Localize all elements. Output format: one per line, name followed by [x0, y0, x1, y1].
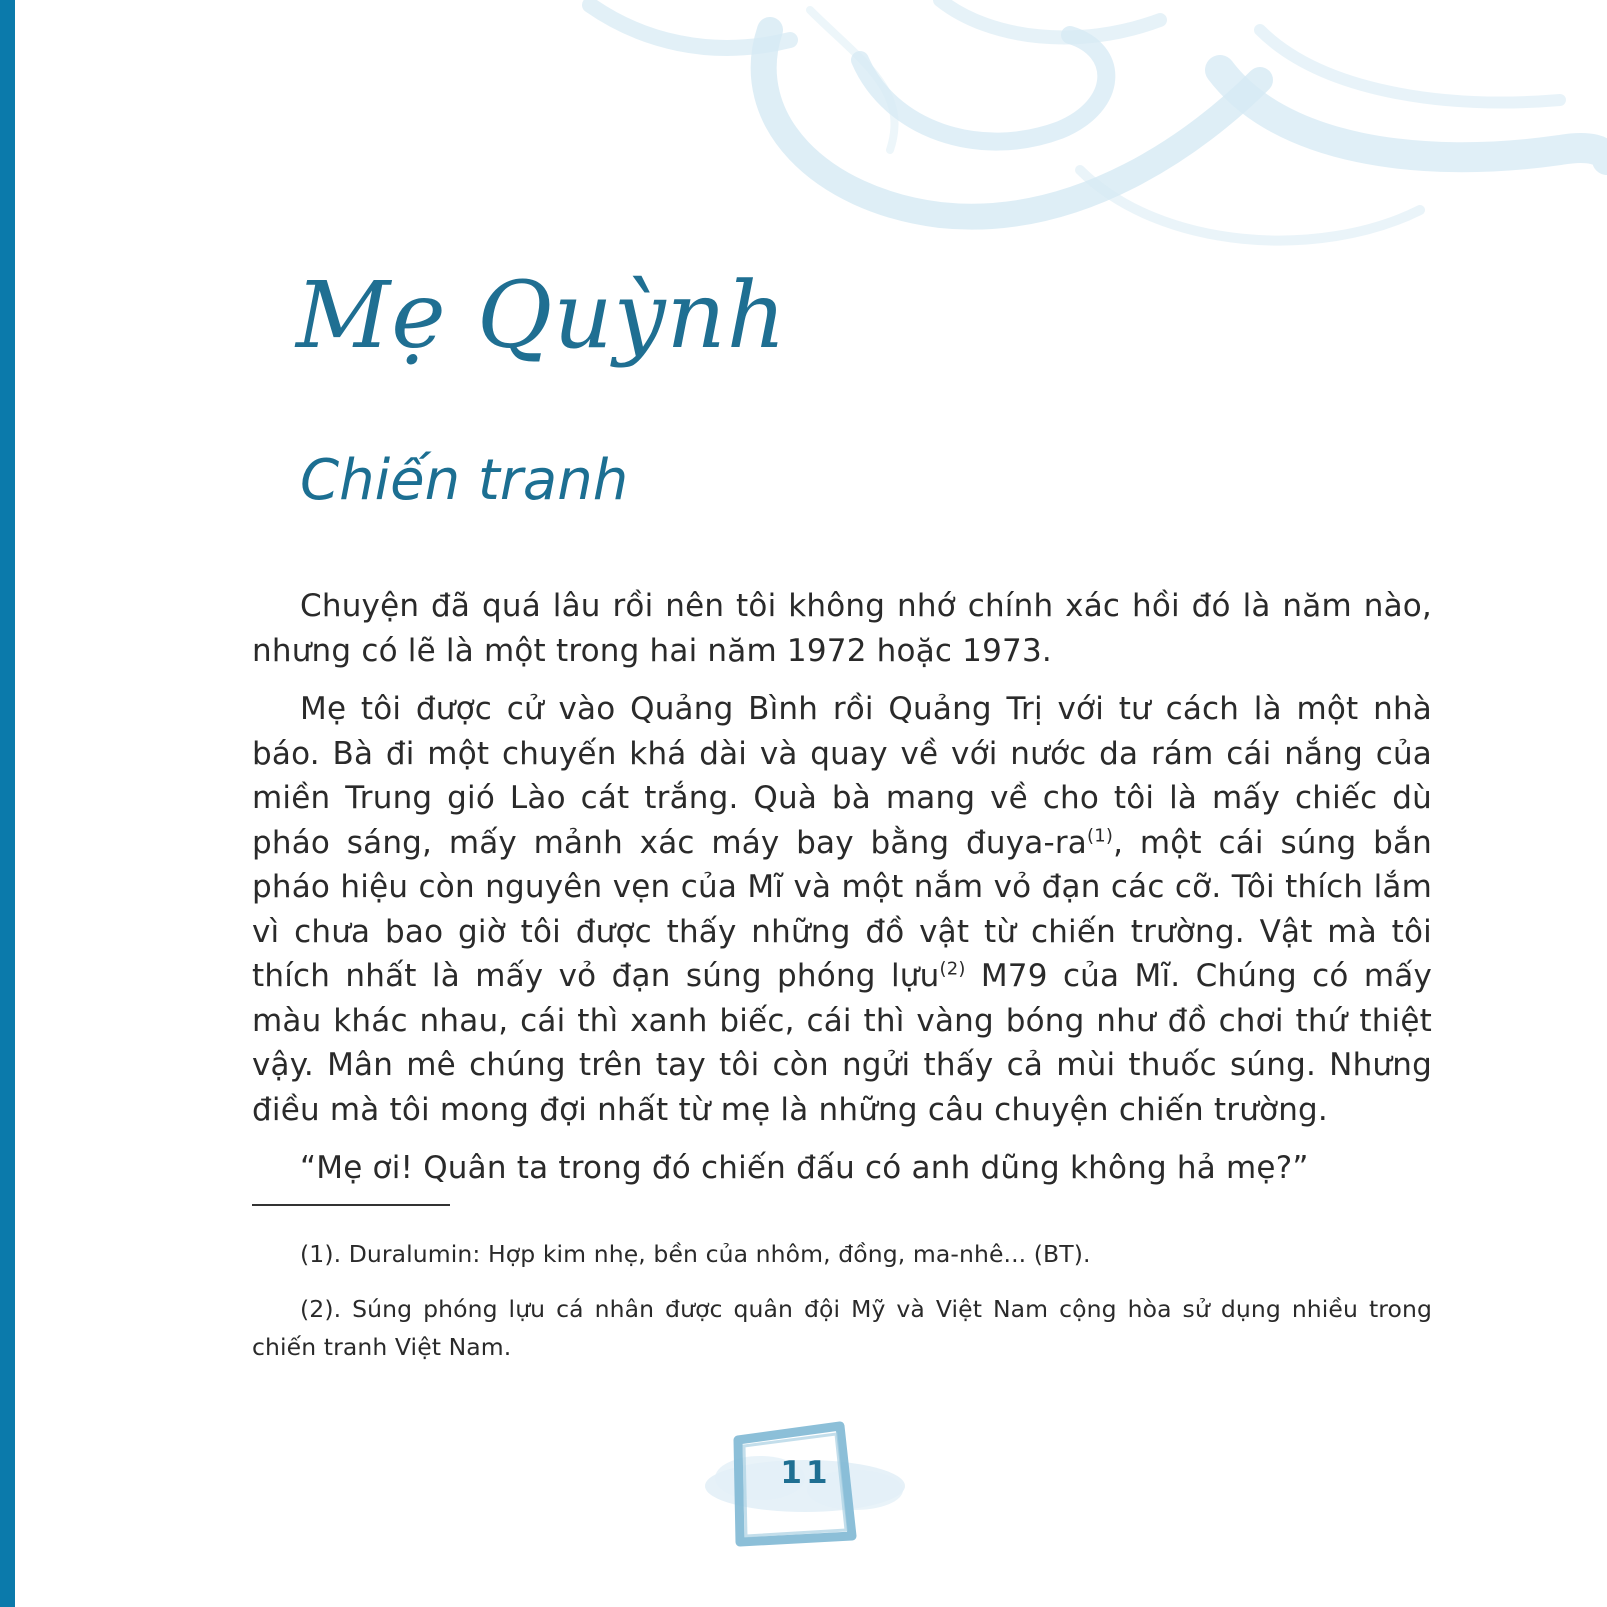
- paragraph-1: Chuyện đã quá lâu rồi nên tôi không nhớ chính xác hồi đó là năm nào, nhưng có lẽ là một trong hai năm 1972 hoặc 1973.: [252, 588, 1432, 669]
- paragraph-2-part-1: Mẹ tôi được cử vào Quảng Bình rồi Quảng Trị với tư cách là một nhà báo. Bà đi một chuyến khá dài và quay về với nước da rám cái nắng của miền Trung gió Lào cát trắng. Quà bà mang về cho tôi là mấy chiếc dù pháo sáng, mấy mảnh xác máy bay bằng đuya-ra: [252, 691, 1432, 861]
- paragraph-3: “Mẹ ơi! Quân ta trong đó chiến đấu có anh dũng không hả mẹ?”: [300, 1150, 1309, 1186]
- page-spine-stripe: [0, 0, 15, 1607]
- footnote-2: (2). Súng phóng lựu cá nhân được quân đội Mỹ và Việt Nam cộng hòa sử dụng nhiều trong chiến tranh Việt Nam.: [252, 1295, 1432, 1361]
- paragraph-2: [252, 687, 1432, 1132]
- footnote-ref-1: (1): [1087, 825, 1114, 847]
- footnote-ref-2: (2): [939, 958, 966, 980]
- footnote-1: (1). Duralumin: Hợp kim nhẹ, bền của nhôm, đồng, ma-nhê... (BT).: [300, 1240, 1091, 1268]
- section-title: Chiến tranh: [300, 448, 629, 513]
- decorative-swirl: [560, 0, 1607, 270]
- paragraph-2-part-3: M79 của Mĩ. Chúng có mấy màu khác nhau, cái thì xanh biếc, cái thì vàng bóng như đồ chơi thứ thiệt vậy. Mân mê chúng trên tay tôi còn ngửi thấy cả mùi thuốc súng. Nhưng điều mà tôi mong đợi nhất từ mẹ là những câu chuyện chiến trường.: [252, 958, 1432, 1128]
- footnote-divider: [252, 1204, 450, 1206]
- chapter-title: Mẹ Quỳnh: [296, 262, 788, 369]
- footnotes: [252, 1235, 1432, 1383]
- body-text: [252, 584, 1432, 1205]
- paragraph-2-part-2: , một cái súng bắn pháo hiệu còn nguyên vẹn của Mĩ và một nắm vỏ đạn các cỡ. Tôi thích lắm vì chưa bao giờ tôi được thấy những đồ vật từ chiến trường. Vật mà tôi thích nhất là mấy vỏ đạn súng phóng lựu: [252, 824, 1432, 994]
- page-number: 11: [780, 1455, 832, 1491]
